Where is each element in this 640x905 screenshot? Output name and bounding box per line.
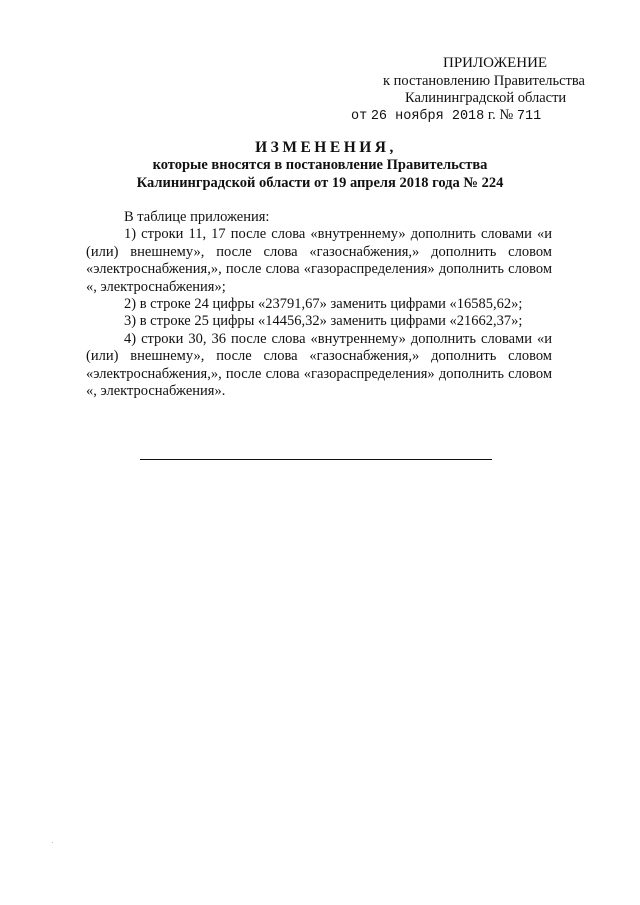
scan-speck: [52, 842, 53, 843]
end-rule-divider: [140, 459, 492, 460]
appendix-title: ПРИЛОЖЕНИЕ: [443, 55, 548, 71]
body-item: 2) в строке 24 цифры «23791,67» заменить цифрами «16585,62»;: [124, 296, 523, 313]
heading-subtitle-2: Калининградской области от 19 апреля 2018 года № 224: [136, 175, 504, 191]
appendix-date-line: [351, 106, 541, 127]
body-item: 1) строки 11, 17 после слова «внутреннему» дополнить словами «и (или) внешнему», после слова «газоснабжения,» дополнить словом «электроснабжения,», после слова «газораспределения» дополнить словом «, электроснабжения»;: [86, 226, 552, 295]
document-body: [86, 209, 552, 400]
heading-subtitle-1: которые вносятся в постановление Правительства: [152, 157, 488, 173]
appendix-header: [0, 54, 640, 134]
body-item: 4) строки 30, 36 после слова «внутреннему» дополнить словами «и (или) внешнему», после слова «газоснабжения,» дополнить словом «электроснабжения,», после слова «газораспределения» дополнить словом «, электроснабжения».: [86, 330, 552, 400]
document-number: 711: [516, 109, 542, 124]
date-prefix: от: [351, 109, 368, 124]
document-heading: ИЗМЕНЕНИЯ,: [255, 139, 397, 156]
appendix-line-2: Калининградской области: [405, 90, 567, 106]
body-item: 3) в строке 25 цифры «14456,32» заменить цифрами «21662,37»;: [124, 313, 523, 330]
body-intro: В таблице приложения:: [124, 209, 270, 225]
appendix-line-1: к постановлению Правительства: [383, 73, 585, 89]
date-text: 26 ноября 2018: [370, 109, 485, 124]
date-year-suffix: г. №: [487, 107, 514, 123]
